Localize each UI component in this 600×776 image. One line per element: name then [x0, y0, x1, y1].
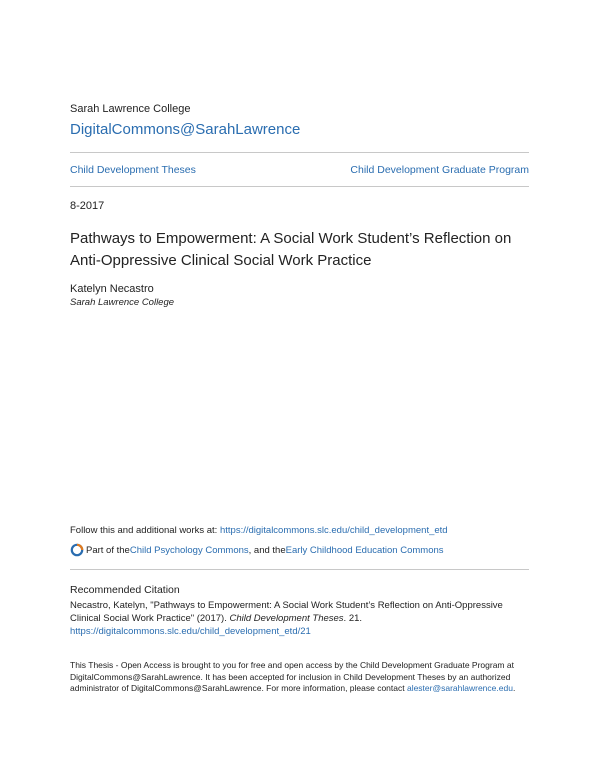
citation-heading: Recommended Citation	[70, 584, 180, 596]
part-of-prefix: Part of the	[86, 544, 130, 556]
access-note	[70, 660, 530, 695]
early-childhood-commons-link[interactable]: Early Childhood Education Commons	[285, 544, 444, 556]
institution-name: Sarah Lawrence College	[70, 103, 191, 115]
access-note-text: This Thesis - Open Access is brought to you for free and open access by the Child Development Graduate Program at DigitalCommons@SarahLawrence. It has been accepted for inclusion in Child Development Theses by an authorized administrator of DigitalCommons@SarahLawrence. For more information, please contact	[70, 660, 514, 693]
contact-email-link[interactable]: alester@sarahlawrence.edu	[406, 683, 513, 693]
citation-number: . 21.	[343, 613, 363, 624]
divider-citation	[70, 569, 529, 570]
series-link-program[interactable]: Child Development Graduate Program	[350, 164, 529, 176]
citation-text	[70, 599, 530, 638]
access-note-end: .	[512, 683, 516, 693]
author-affiliation: Sarah Lawrence College	[70, 297, 175, 308]
follow-line	[70, 525, 448, 536]
divider-top	[70, 152, 529, 153]
publication-date: 8-2017	[70, 200, 105, 212]
citation-body: Necastro, Katelyn, "Pathways to Empowerment: A Social Work Student’s Reflection on Anti-Oppressive Clinical Social Work Practice" (2017).	[70, 600, 503, 624]
child-psychology-commons-link[interactable]: Child Psychology Commons	[129, 544, 249, 556]
author-name: Katelyn Necastro	[70, 283, 154, 295]
repository-link[interactable]: DigitalCommons@SarahLawrence	[70, 121, 301, 138]
citation-journal: Child Development Theses	[229, 613, 344, 624]
follow-url-link[interactable]: https://digitalcommons.slc.edu/child_development_etd	[219, 525, 448, 536]
open-access-icon	[70, 543, 84, 557]
follow-prefix: Follow this and additional works at:	[70, 525, 220, 536]
citation-url-link[interactable]: https://digitalcommons.slc.edu/child_development_etd/21	[70, 626, 311, 637]
part-of-middle: , and the	[248, 544, 286, 556]
divider-series	[70, 186, 529, 187]
part-of-line	[70, 543, 444, 557]
series-link-theses[interactable]: Child Development Theses	[70, 164, 196, 176]
document-title: Pathways to Empowerment: A Social Work Student’s Reflection on Anti-Oppressive Clinical Social Work Practice	[70, 230, 512, 269]
